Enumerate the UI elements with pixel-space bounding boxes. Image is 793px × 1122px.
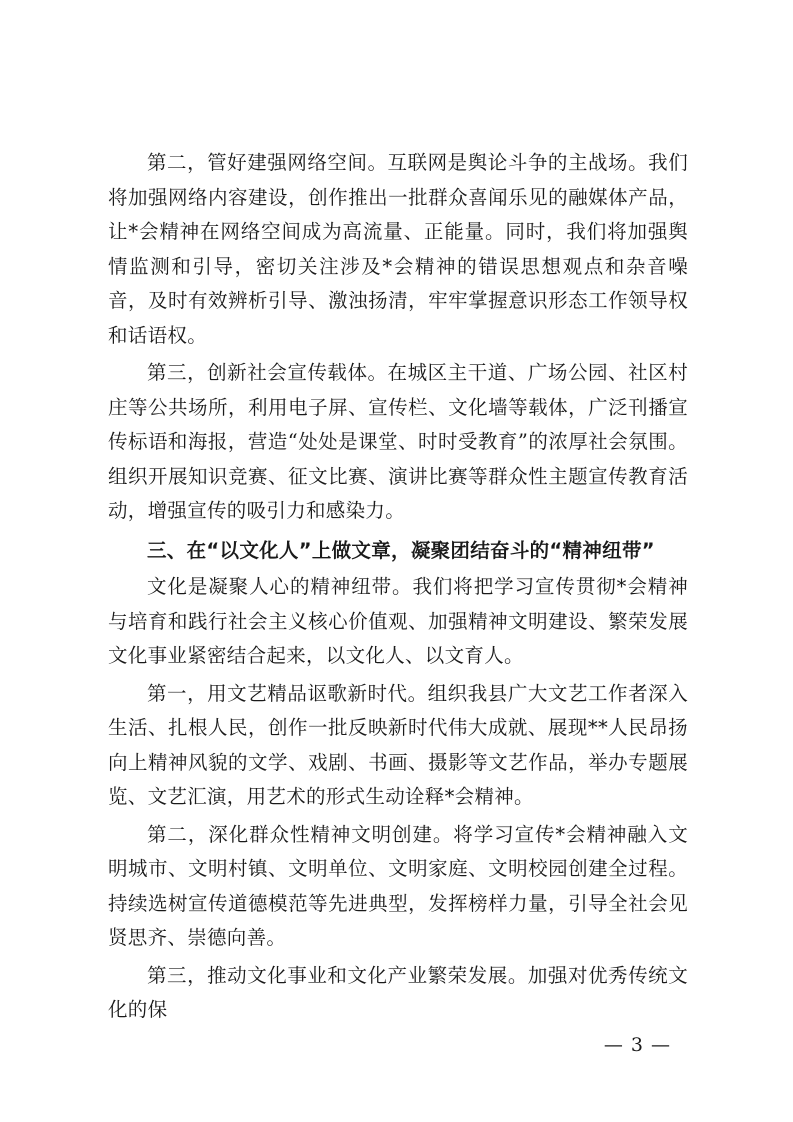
document-body (108, 146, 688, 1028)
page-number: — 3 — (603, 1034, 671, 1056)
body-paragraph: 第一，用文艺精品讴歌新时代。组织我县广大文艺工作者深入生活、扎根人民，创作一批反映新时代伟大成就、展现**人民昂扬向上精神风貌的文学、戏剧、书画、摄影等文艺作品，举办专题展览、文艺汇演，用艺术的形式生动诠释*会精神。 (108, 681, 688, 808)
section-heading: 三、在“以文化人”上做文章，凝聚团结奋斗的“精神纽带” (147, 538, 655, 562)
body-paragraph: 文化是凝聚人心的精神纽带。我们将把学习宣传贯彻*会精神与培育和践行社会主义核心价值观、加强精神文明建设、繁荣发展文化事业紧密结合起来，以文化人、以文育人。 (108, 575, 688, 667)
body-paragraph: 第二，深化群众性精神文明创建。将学习宣传*会精神融入文明城市、文明村镇、文明单位、文明家庭、文明校园创建全过程。持续选树宣传道德模范等先进典型，发挥榜样力量，引导全社会见贤思齐、崇德向善。 (108, 822, 688, 949)
body-paragraph: 第三，创新社会宣传载体。在城区主干道、广场公园、社区村庄等公共场所，利用电子屏、宣传栏、文化墙等载体，广泛刊播宣传标语和海报，营造“处处是课堂、时时受教育”的浓厚社会氛围。组织开展知识竞赛、征文比赛、演讲比赛等群众性主题宣传教育活动，增强宣传的吸引力和感染力。 (108, 361, 688, 522)
body-paragraph: 第三，推动文化事业和文化产业繁荣发展。加强对优秀传统文化的保 (108, 963, 688, 1021)
body-paragraph: 第二，管好建强网络空间。互联网是舆论斗争的主战场。我们将加强网络内容建设，创作推出一批群众喜闻乐见的融媒体产品，让*会精神在网络空间成为高流量、正能量。同时，我们将加强舆情监测和引导，密切关注涉及*会精神的错误思想观点和杂音噪音，及时有效辨析引导、激浊扬清，牢牢掌握意识形态工作领导权和话语权。 (108, 151, 688, 347)
